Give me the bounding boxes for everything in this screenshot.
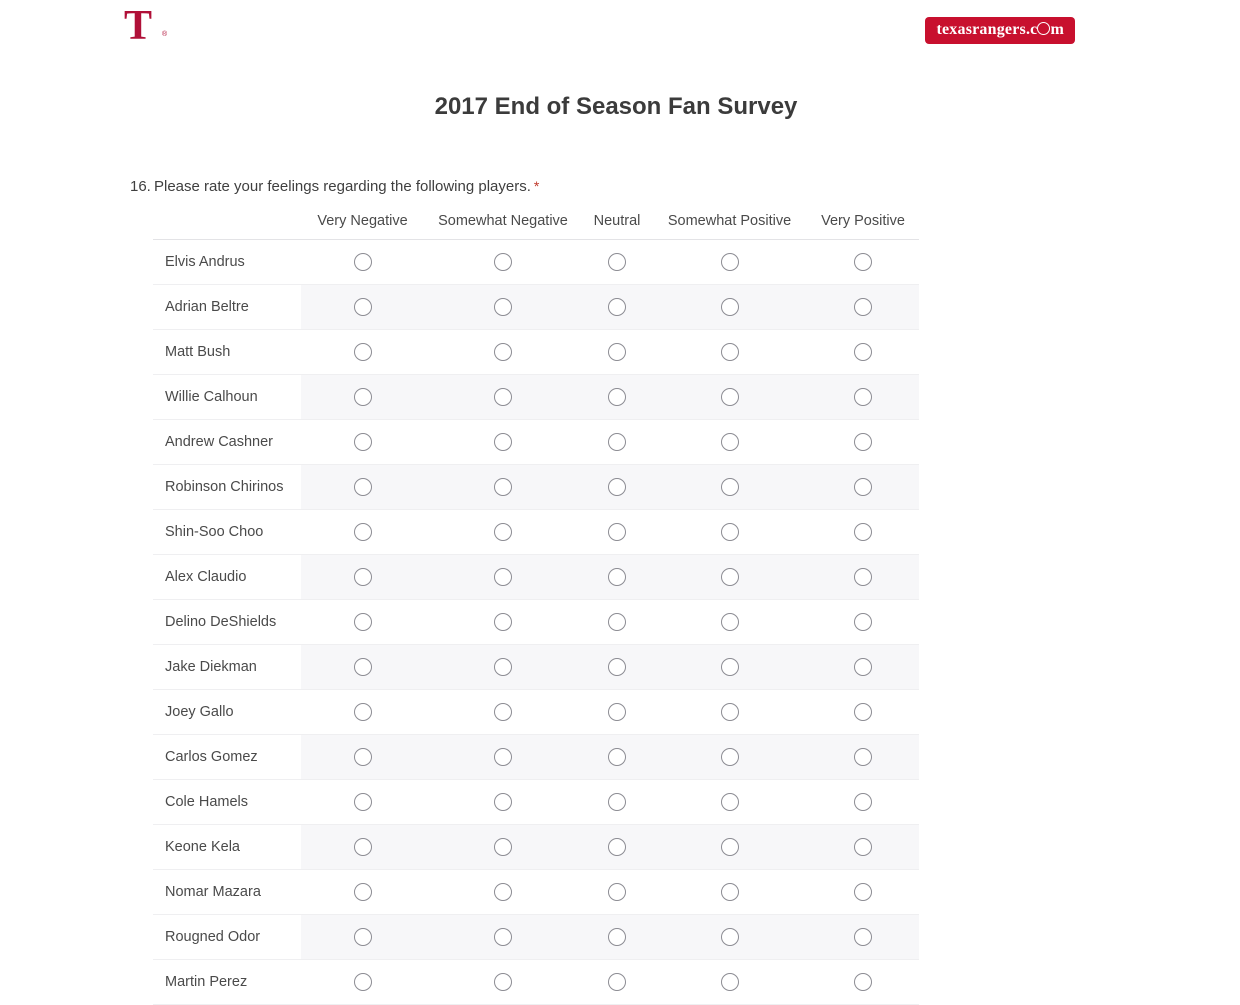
radio-button[interactable] — [494, 973, 512, 991]
row-label-player: Robinson Chirinos — [153, 465, 301, 510]
radio-button[interactable] — [494, 388, 512, 406]
radio-cell[interactable] — [807, 735, 919, 780]
column-header-very-positive: Very Positive — [807, 207, 919, 240]
radio-cell[interactable] — [652, 600, 807, 645]
radio-cell[interactable] — [301, 465, 424, 510]
column-header-somewhat-positive: Somewhat Positive — [652, 207, 807, 240]
radio-button[interactable] — [721, 973, 739, 991]
row-label-player: Keone Kela — [153, 825, 301, 870]
radio-cell[interactable] — [301, 645, 424, 690]
question-16-block — [0, 178, 1240, 1005]
radio-button[interactable] — [494, 478, 512, 496]
radio-button[interactable] — [608, 253, 626, 271]
radio-cell[interactable] — [424, 870, 582, 915]
radio-button[interactable] — [608, 523, 626, 541]
radio-button[interactable] — [494, 298, 512, 316]
radio-button[interactable] — [354, 928, 372, 946]
radio-button[interactable] — [854, 433, 872, 451]
radio-button[interactable] — [854, 568, 872, 586]
radio-cell[interactable] — [582, 330, 652, 375]
radio-button[interactable] — [354, 298, 372, 316]
globe-icon — [1037, 22, 1050, 35]
radio-button[interactable] — [608, 433, 626, 451]
radio-cell[interactable] — [301, 690, 424, 735]
radio-cell[interactable] — [582, 600, 652, 645]
radio-cell[interactable] — [424, 240, 582, 285]
radio-button[interactable] — [721, 928, 739, 946]
radio-cell[interactable] — [807, 510, 919, 555]
texasrangers-site-badge[interactable] — [925, 17, 1075, 44]
column-header-very-negative: Very Negative — [301, 207, 424, 240]
radio-cell[interactable] — [424, 915, 582, 960]
radio-cell[interactable] — [652, 465, 807, 510]
table-row — [153, 555, 919, 600]
radio-cell[interactable] — [582, 510, 652, 555]
radio-cell[interactable] — [424, 375, 582, 420]
radio-cell[interactable] — [301, 960, 424, 1005]
radio-cell[interactable] — [301, 375, 424, 420]
radio-cell[interactable] — [424, 465, 582, 510]
table-row — [153, 915, 919, 960]
required-asterisk: * — [533, 178, 540, 194]
radio-button[interactable] — [494, 748, 512, 766]
table-row — [153, 870, 919, 915]
radio-cell[interactable] — [424, 420, 582, 465]
radio-button[interactable] — [721, 703, 739, 721]
radio-button[interactable] — [854, 613, 872, 631]
radio-cell[interactable] — [582, 420, 652, 465]
radio-cell[interactable] — [652, 510, 807, 555]
radio-button[interactable] — [854, 343, 872, 361]
radio-button[interactable] — [854, 973, 872, 991]
question-prompt — [0, 178, 1240, 195]
radio-button[interactable] — [608, 298, 626, 316]
radio-cell[interactable] — [652, 960, 807, 1005]
row-label-player: Jake Diekman — [153, 645, 301, 690]
radio-cell[interactable] — [301, 870, 424, 915]
radio-cell[interactable] — [582, 555, 652, 600]
table-row — [153, 780, 919, 825]
radio-cell[interactable] — [652, 735, 807, 780]
radio-button[interactable] — [494, 883, 512, 901]
radio-cell[interactable] — [652, 420, 807, 465]
radio-cell[interactable] — [652, 285, 807, 330]
radio-cell[interactable] — [582, 780, 652, 825]
radio-button[interactable] — [854, 748, 872, 766]
page-header — [0, 0, 1240, 62]
radio-button[interactable] — [494, 253, 512, 271]
player-rating-matrix — [153, 207, 919, 1005]
matrix-header-row — [153, 207, 919, 240]
radio-cell[interactable] — [301, 780, 424, 825]
radio-button[interactable] — [354, 433, 372, 451]
radio-button[interactable] — [721, 388, 739, 406]
radio-button[interactable] — [721, 433, 739, 451]
row-label-player: Delino DeShields — [153, 600, 301, 645]
radio-cell[interactable] — [424, 510, 582, 555]
radio-button[interactable] — [354, 973, 372, 991]
table-row — [153, 420, 919, 465]
radio-button[interactable] — [854, 658, 872, 676]
radio-cell[interactable] — [807, 600, 919, 645]
radio-button[interactable] — [608, 343, 626, 361]
row-label-player: Rougned Odor — [153, 915, 301, 960]
row-label-player: Matt Bush — [153, 330, 301, 375]
radio-button[interactable] — [721, 343, 739, 361]
radio-button[interactable] — [721, 838, 739, 856]
radio-cell[interactable] — [582, 735, 652, 780]
radio-cell[interactable] — [652, 915, 807, 960]
radio-button[interactable] — [608, 388, 626, 406]
radio-button[interactable] — [494, 523, 512, 541]
row-label-player: Martin Perez — [153, 960, 301, 1005]
radio-button[interactable] — [608, 568, 626, 586]
radio-cell[interactable] — [807, 240, 919, 285]
radio-cell[interactable] — [807, 870, 919, 915]
radio-button[interactable] — [608, 703, 626, 721]
radio-cell[interactable] — [807, 780, 919, 825]
radio-button[interactable] — [494, 433, 512, 451]
radio-button[interactable] — [721, 658, 739, 676]
radio-button[interactable] — [354, 613, 372, 631]
table-row — [153, 600, 919, 645]
radio-button[interactable] — [494, 613, 512, 631]
radio-cell[interactable] — [582, 825, 652, 870]
radio-button[interactable] — [721, 748, 739, 766]
row-label-player: Cole Hamels — [153, 780, 301, 825]
radio-button[interactable] — [608, 748, 626, 766]
radio-button[interactable] — [494, 793, 512, 811]
radio-cell[interactable] — [807, 915, 919, 960]
radio-button[interactable] — [854, 793, 872, 811]
radio-button[interactable] — [854, 478, 872, 496]
radio-button[interactable] — [608, 838, 626, 856]
radio-cell[interactable] — [301, 420, 424, 465]
radio-cell[interactable] — [301, 555, 424, 600]
radio-button[interactable] — [608, 793, 626, 811]
radio-cell[interactable] — [582, 465, 652, 510]
radio-button[interactable] — [354, 658, 372, 676]
row-label-player: Andrew Cashner — [153, 420, 301, 465]
radio-cell[interactable] — [582, 375, 652, 420]
radio-button[interactable] — [354, 883, 372, 901]
radio-button[interactable] — [494, 658, 512, 676]
column-header-neutral: Neutral — [582, 207, 652, 240]
site-badge-text-post: m — [1050, 21, 1064, 38]
radio-cell[interactable] — [807, 285, 919, 330]
radio-cell[interactable] — [582, 870, 652, 915]
radio-cell[interactable] — [301, 600, 424, 645]
radio-button[interactable] — [608, 658, 626, 676]
radio-button[interactable] — [854, 298, 872, 316]
row-label-player: Alex Claudio — [153, 555, 301, 600]
radio-cell[interactable] — [301, 825, 424, 870]
radio-button[interactable] — [721, 793, 739, 811]
row-label-player: Willie Calhoun — [153, 375, 301, 420]
question-text: Please rate your feelings regarding the following players. — [154, 178, 531, 195]
radio-cell[interactable] — [424, 690, 582, 735]
radio-cell[interactable] — [582, 240, 652, 285]
radio-button[interactable] — [354, 478, 372, 496]
site-badge-text-pre: texasrangers.c — [936, 21, 1038, 38]
radio-cell[interactable] — [652, 555, 807, 600]
radio-button[interactable] — [354, 703, 372, 721]
row-label-player: Elvis Andrus — [153, 240, 301, 285]
radio-button[interactable] — [354, 523, 372, 541]
radio-cell[interactable] — [301, 735, 424, 780]
radio-button[interactable] — [354, 838, 372, 856]
matrix-corner-cell — [153, 207, 301, 240]
radio-button[interactable] — [494, 343, 512, 361]
radio-button[interactable] — [494, 838, 512, 856]
table-row — [153, 285, 919, 330]
radio-button[interactable] — [854, 523, 872, 541]
radio-cell[interactable] — [652, 690, 807, 735]
column-header-somewhat-negative: Somewhat Negative — [424, 207, 582, 240]
radio-cell[interactable] — [424, 285, 582, 330]
radio-cell[interactable] — [582, 285, 652, 330]
radio-cell[interactable] — [807, 825, 919, 870]
row-label-player: Joey Gallo — [153, 690, 301, 735]
radio-cell[interactable] — [807, 645, 919, 690]
table-row — [153, 735, 919, 780]
row-label-player: Shin-Soo Choo — [153, 510, 301, 555]
radio-cell[interactable] — [807, 420, 919, 465]
radio-button[interactable] — [494, 928, 512, 946]
table-row — [153, 510, 919, 555]
table-row — [153, 690, 919, 735]
radio-button[interactable] — [721, 613, 739, 631]
radio-cell[interactable] — [807, 375, 919, 420]
radio-cell[interactable] — [807, 330, 919, 375]
radio-button[interactable] — [608, 928, 626, 946]
radio-cell[interactable] — [807, 690, 919, 735]
radio-cell[interactable] — [301, 285, 424, 330]
row-label-player: Adrian Beltre — [153, 285, 301, 330]
page-title: 2017 End of Season Fan Survey — [434, 93, 798, 120]
row-label-player: Nomar Mazara — [153, 870, 301, 915]
radio-button[interactable] — [354, 793, 372, 811]
radio-button[interactable] — [354, 748, 372, 766]
radio-cell[interactable] — [424, 960, 582, 1005]
radio-cell[interactable] — [652, 240, 807, 285]
table-row — [153, 465, 919, 510]
radio-button[interactable] — [854, 883, 872, 901]
radio-button[interactable] — [854, 388, 872, 406]
radio-button[interactable] — [354, 343, 372, 361]
radio-cell[interactable] — [807, 555, 919, 600]
radio-button[interactable] — [608, 973, 626, 991]
radio-button[interactable] — [721, 568, 739, 586]
radio-button[interactable] — [721, 478, 739, 496]
radio-cell[interactable] — [301, 510, 424, 555]
radio-cell[interactable] — [582, 915, 652, 960]
radio-cell[interactable] — [424, 780, 582, 825]
table-row — [153, 240, 919, 285]
table-row — [153, 330, 919, 375]
radio-cell[interactable] — [424, 555, 582, 600]
radio-cell[interactable] — [424, 825, 582, 870]
radio-button[interactable] — [354, 253, 372, 271]
radio-cell[interactable] — [807, 960, 919, 1005]
radio-cell[interactable] — [424, 600, 582, 645]
radio-button[interactable] — [721, 883, 739, 901]
radio-cell[interactable] — [652, 330, 807, 375]
radio-cell[interactable] — [652, 375, 807, 420]
question-number: 16. — [130, 178, 151, 195]
radio-cell[interactable] — [652, 645, 807, 690]
radio-cell[interactable] — [582, 960, 652, 1005]
trademark-symbol: ® — [162, 31, 168, 38]
radio-cell[interactable] — [424, 330, 582, 375]
radio-button[interactable] — [608, 883, 626, 901]
radio-button[interactable] — [354, 568, 372, 586]
radio-cell[interactable] — [301, 915, 424, 960]
table-row — [153, 645, 919, 690]
radio-cell[interactable] — [652, 870, 807, 915]
radio-button[interactable] — [854, 253, 872, 271]
table-row — [153, 960, 919, 1005]
table-row — [153, 825, 919, 870]
radio-button[interactable] — [608, 613, 626, 631]
radio-cell[interactable] — [424, 735, 582, 780]
radio-button[interactable] — [721, 253, 739, 271]
radio-button[interactable] — [854, 703, 872, 721]
radio-button[interactable] — [608, 478, 626, 496]
row-label-player: Carlos Gomez — [153, 735, 301, 780]
radio-cell[interactable] — [652, 825, 807, 870]
radio-cell[interactable] — [582, 690, 652, 735]
radio-cell[interactable] — [807, 465, 919, 510]
radio-button[interactable] — [854, 838, 872, 856]
radio-cell[interactable] — [301, 330, 424, 375]
rangers-logo — [124, 5, 168, 49]
radio-cell[interactable] — [652, 780, 807, 825]
table-row — [153, 375, 919, 420]
radio-button[interactable] — [494, 568, 512, 586]
radio-button[interactable] — [854, 928, 872, 946]
radio-button[interactable] — [494, 703, 512, 721]
radio-cell[interactable] — [582, 645, 652, 690]
radio-cell[interactable] — [424, 645, 582, 690]
logo-letter: T — [124, 3, 152, 49]
radio-button[interactable] — [721, 523, 739, 541]
radio-cell[interactable] — [301, 240, 424, 285]
radio-button[interactable] — [354, 388, 372, 406]
radio-button[interactable] — [721, 298, 739, 316]
